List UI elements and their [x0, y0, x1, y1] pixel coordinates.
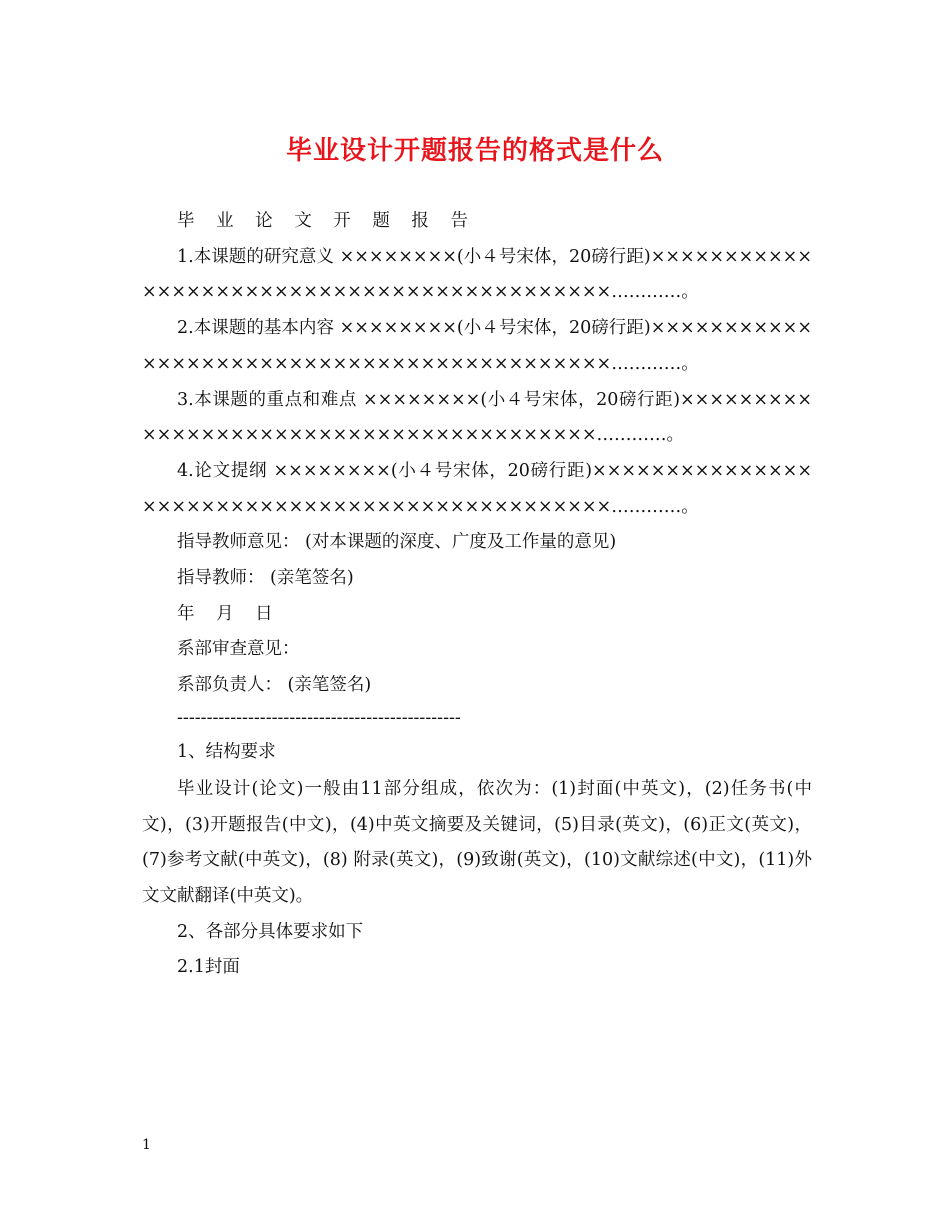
advisor-signature: 指导教师： (亲笔签名): [177, 568, 354, 589]
section1-text: 毕业设计(论文)一般由11部分组成，依次为：(1)封面(中英文)，(2)任务书(中文)，(3)开题报告(中文)，(4)中英文摘要及关键词，(5)目录(英文)，(6)正文(英文)，(7)参考文献(中英文)，(8) 附录(英文)，(9)致谢(英文)，(10)文献综述(中文)，(11)外文文献翻译(中英文)。: [142, 778, 812, 906]
section2-1-heading: 2.1封面: [177, 957, 240, 978]
advisor-opinion: 指导教师意见： (对本课题的深度、广度及工作量的意见): [177, 532, 617, 553]
item-research-significance: 1.本课题的研究意义 ××××××××(小４号宋体，20磅行距)×××××××××××××××××××××××××××××××××××××××××××…………。: [142, 246, 812, 303]
date-line: 年 月 日: [177, 603, 281, 624]
section2-heading: 2、各部分具体要求如下: [177, 921, 364, 942]
department-head-signature: 系部负责人： (亲笔签名): [177, 675, 372, 696]
report-heading: 毕 业 论 文 开 题 报 告: [177, 211, 476, 231]
document-body: [142, 204, 812, 986]
item-key-difficulties: 3.本课题的重点和难点 ××××××××(小４号宋体，20磅行距)××××××××××××××××××××××××××××××××××××××××…………。: [142, 389, 812, 446]
department-opinion: 系部审查意见：: [177, 639, 300, 660]
document-title: 毕业设计开题报告的格式是什么: [285, 136, 664, 166]
item-thesis-outline: 4.论文提纲 ××××××××(小４号宋体，20磅行距)×××××××××××××××××××××××××××××××××××××××××××××××…………。: [142, 460, 812, 517]
page-number: 1: [142, 1137, 151, 1153]
separator-line: ------------------------------------------------: [177, 707, 461, 728]
section1-heading: 1、结构要求: [177, 741, 276, 762]
item-basic-content: 2.本课题的基本内容 ××××××××(小４号宋体，20磅行距)×××××××××××××××××××××××××××××××××××××××××××…………。: [142, 318, 812, 374]
